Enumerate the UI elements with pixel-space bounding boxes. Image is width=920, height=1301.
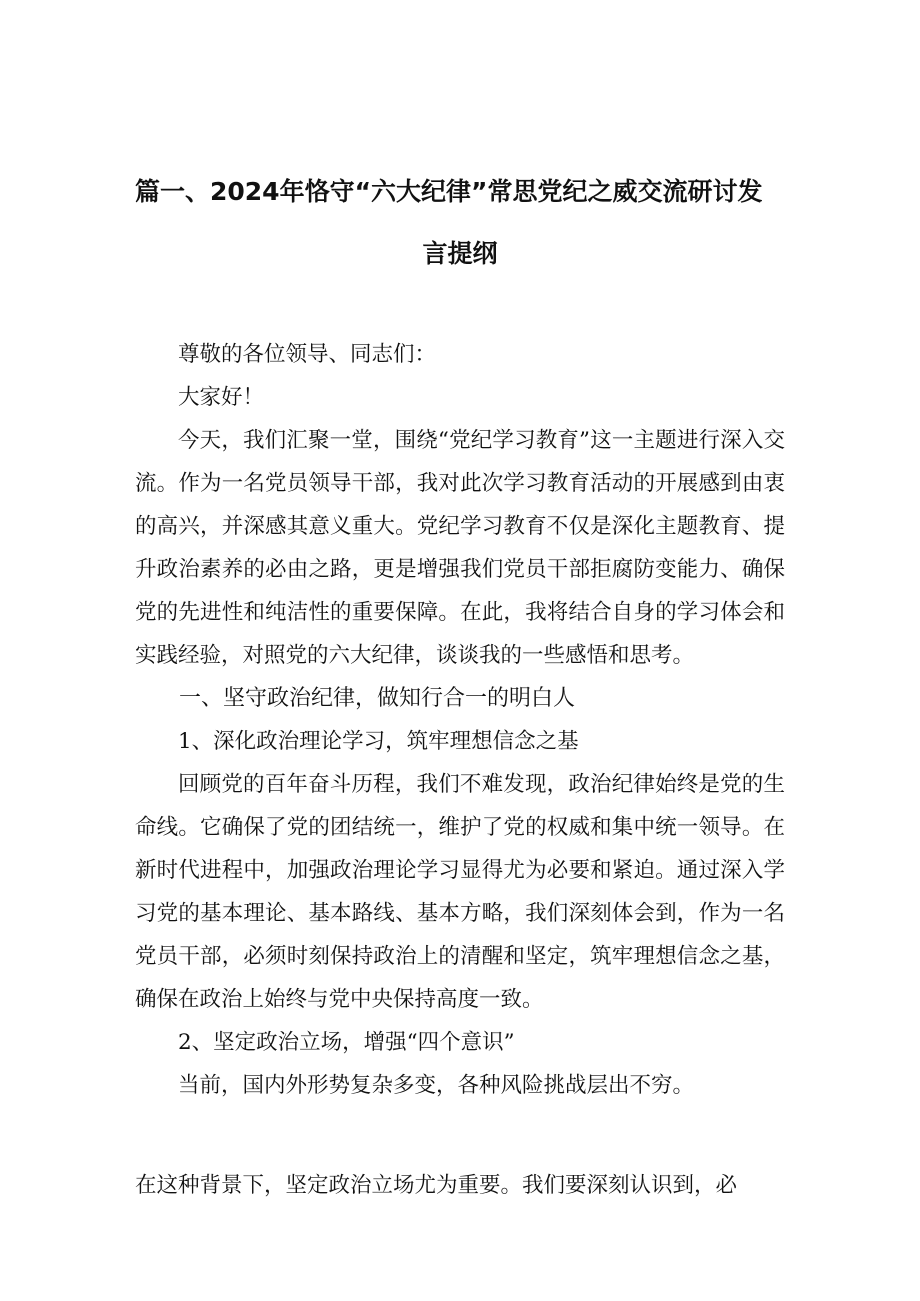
greeting: 大家好！ [178,385,265,410]
section-heading-1: 一、坚守政治纪律，做知行合一的明白人 [179,686,576,711]
subheading-1: 1、深化政治理论学习，筑牢理想信念之基 [178,729,579,754]
document-title-line-2: 言提纲 [422,239,498,268]
body-paragraph-1: 回顾党的百年奋斗历程，我们不难发现，政治纪律始终是党的生命线。它确保了党的团结统一，维护了党的权威和集中统一领导。在新时代进程中，加强政治理论学习显得尤为必要和紧迫。通过深入学习党的基本理论、基本路线、基本方略，我们深刻体会到，作为一名党员干部，必须时刻保持政治上的清醒和坚定，筑牢理想信念之基，确保在政治上始终与党中央保持高度一致。 [135,772,785,1012]
subheading-2: 2、坚定政治立场，增强“四个意识” [178,1030,515,1055]
document-title-line-1: 篇一、2024年恪守“六大纪律”常思党纪之威交流研讨发 [135,177,763,206]
salutation: 尊敬的各位领导、同志们： [178,342,437,367]
intro-paragraph: 今天，我们汇聚一堂，围绕“党纪学习教育”这一主题进行深入交流。作为一名党员领导干部，我对此次学习教育活动的开展感到由衷的高兴，并深感其意义重大。党纪学习教育不仅是深化主题教育、提升政治素养的必由之路，更是增强我们党员干部拒腐防变能力、确保党的先进性和纯洁性的重要保障。在此，我将结合自身的学习体会和实践经验，对照党的六大纪律，谈谈我的一些感悟和思考。 [135,428,785,668]
trailing-line: 在这种背景下，坚定政治立场尤为重要。我们要深刻认识到，必 [135,1173,738,1198]
body-paragraph-2: 当前，国内外形势复杂多变，各种风险挑战层出不穷。 [178,1073,695,1098]
document-body [135,333,785,1107]
